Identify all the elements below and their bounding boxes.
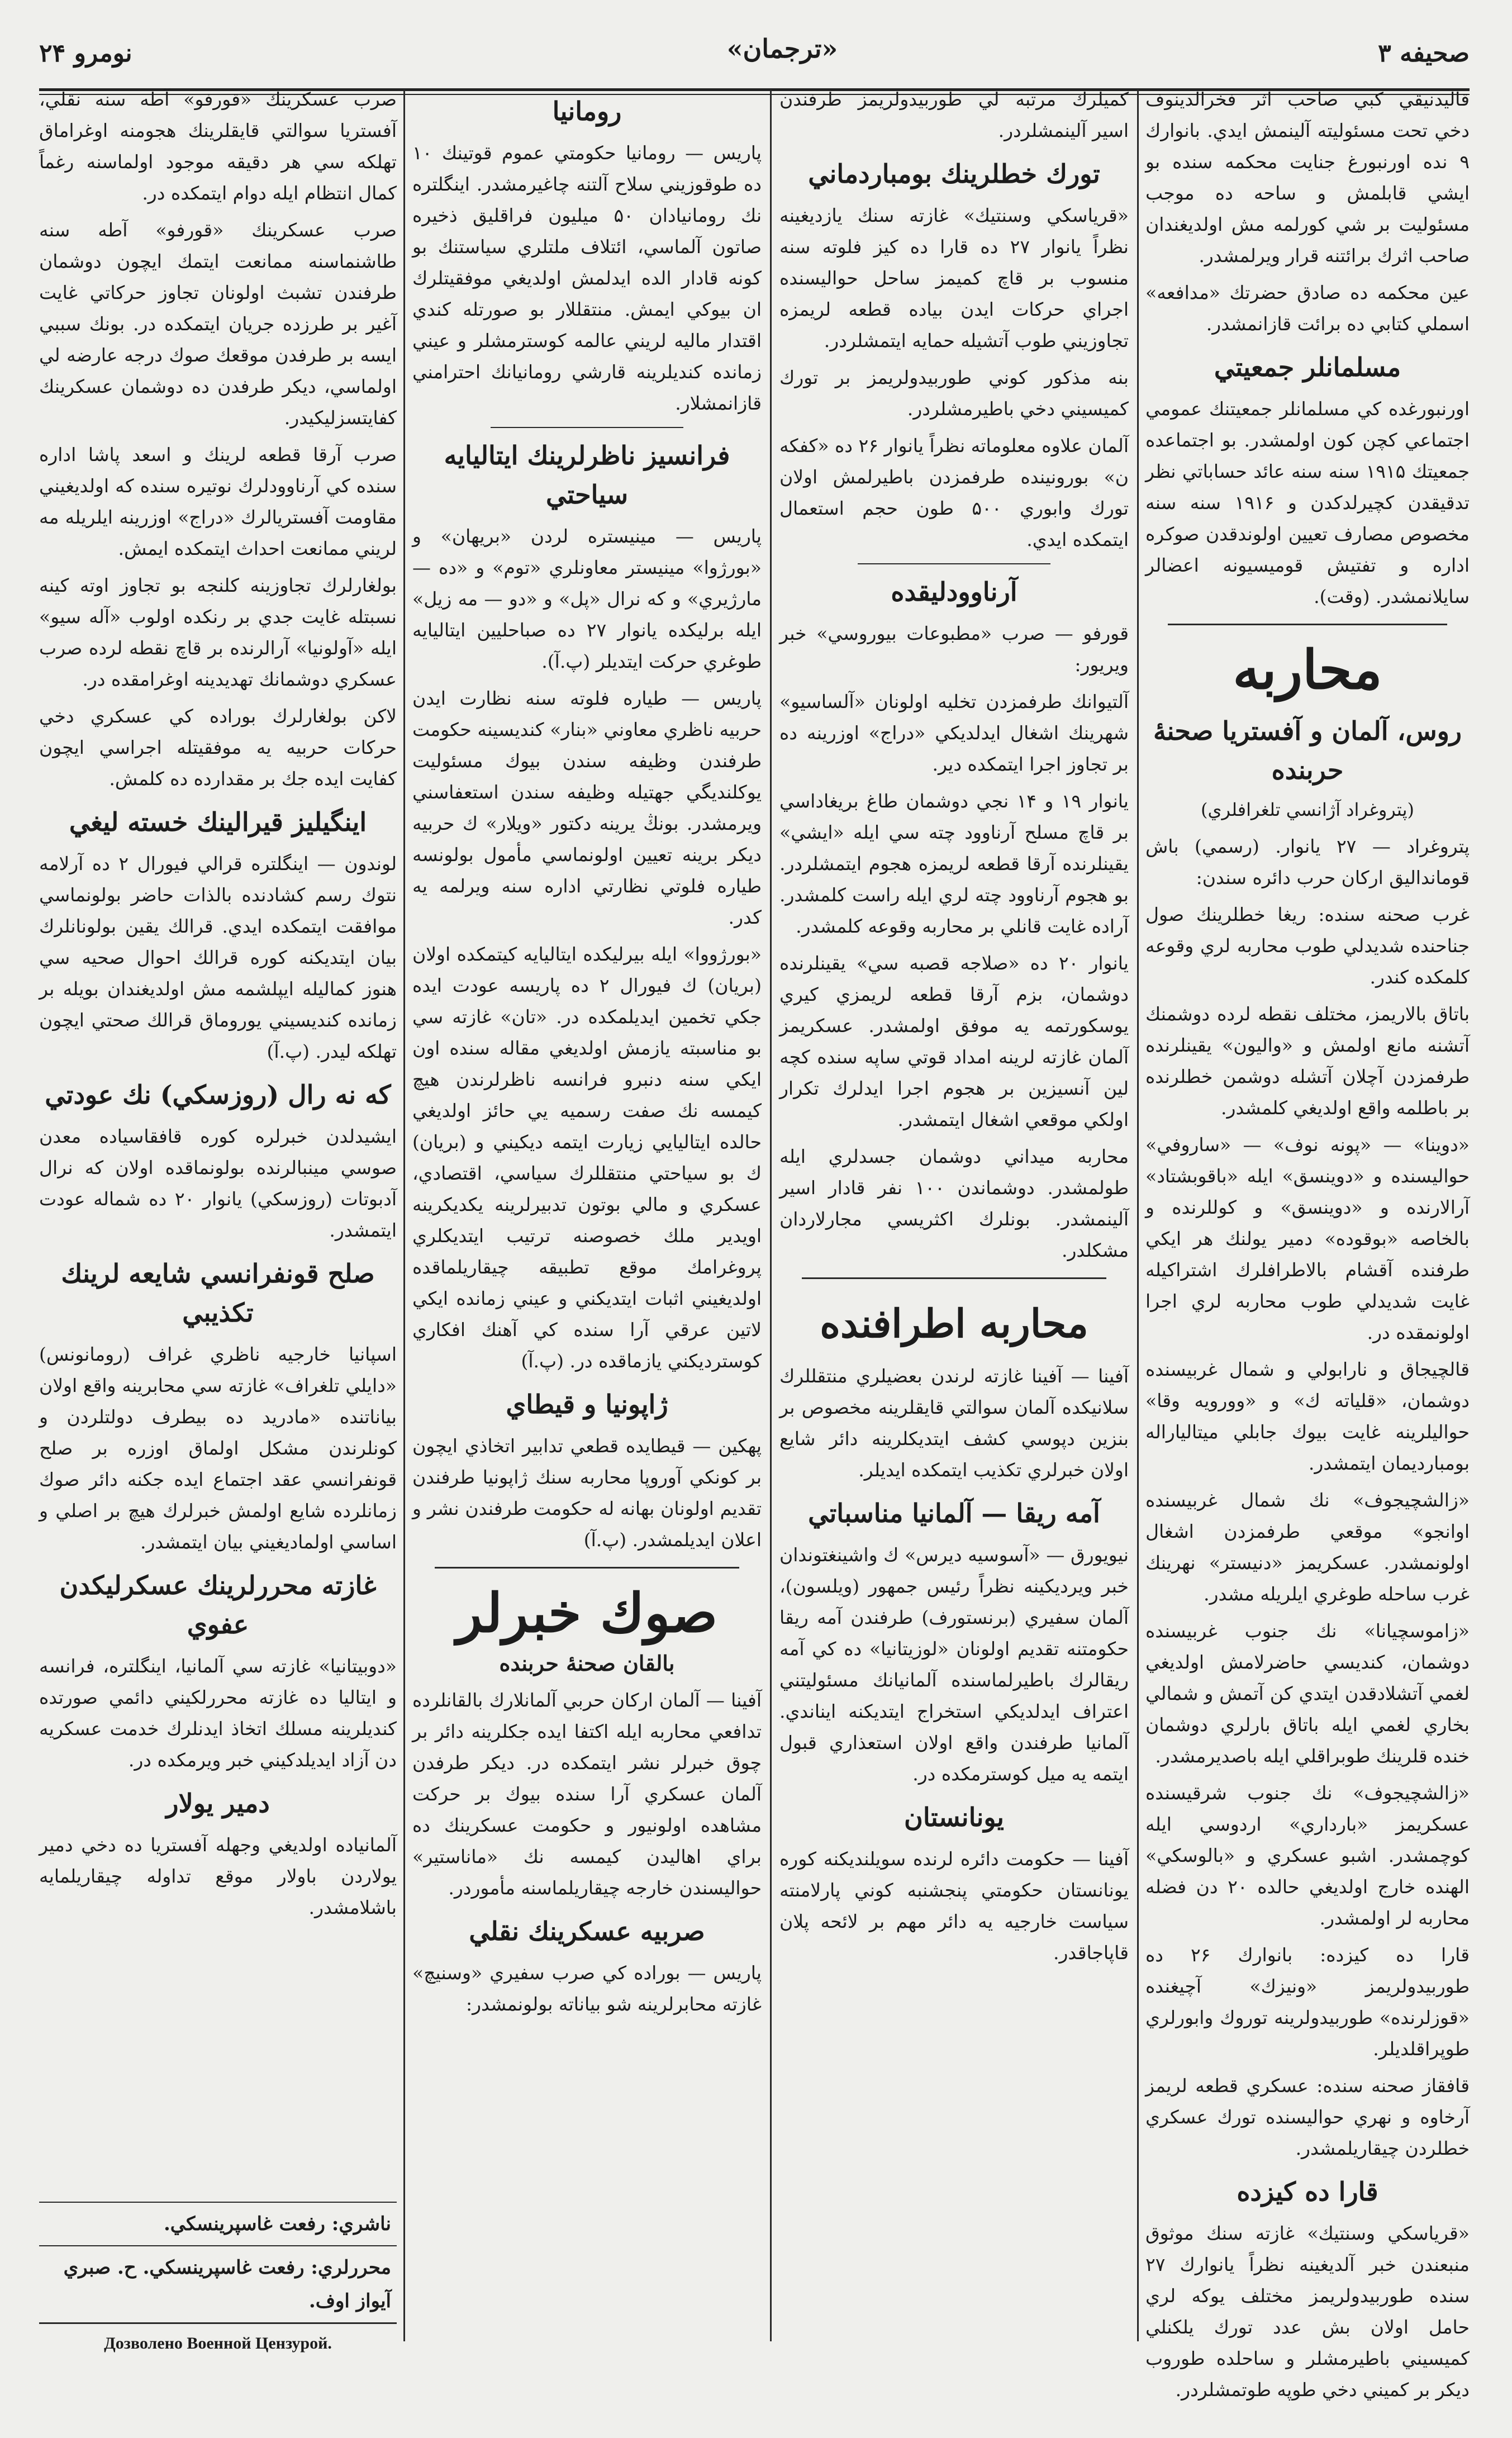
- article-paragraph: عين محكمه ده صادق حضرتك «مدافعه» اسملي كتابي ده برائت قازانمشدر.: [1145, 282, 1470, 335]
- article-paragraph: پاريس — طياره فلوته سنه نظارت ايدن حربيه ناظري معاوني «بنار» كنديسينه حكومت طرفندن وظيفه سندن بيوك مسئوليت يوكلنديگي جهتيله وظيفه سندن استعفاسني ويرمشدر. بونڭ يرينه دكتور «ويلار» ك حربيه ديكر برينه تعيين اولونماسي مأمول بولونسه طياره فلوتي نظارتي اداره سنه ويرلمه يه كدر.: [412, 687, 762, 928]
- column-2: [779, 84, 1129, 2364]
- article-heading: اينگيليز قيرالينك خسته ليغي: [69, 807, 367, 837]
- article-paragraph: قارا ده كيزده: بانوارك ۲۶ ده طوربيدولريمز «ونيزك» آچيغنده «قوزلرنده» طوربيدولرينه توروك وابورلري طوپراقلديلر.: [1145, 1944, 1470, 2060]
- article-paragraph: قورفو — صرب «مطبوعات بيوروسي» خبر ويريور:: [779, 622, 1129, 676]
- issue-number: نومرو ۲۴: [39, 39, 132, 68]
- article-paragraph: يانوار ۲۰ ده «صلاجه قصبه سي» يقينلرنده دوشمان، بزم آرقا قطعه لريمزي كيري يوسكورتمه يه موفق اولمشدر. عسكريمز آلمان غازته لرينه امداد قوتي ساپه سنده كچه لين آنسيزين بر هجوم اجرا ايدلرك تكرار اولكي موقعي اشغال ايتمشدر.: [779, 952, 1129, 1130]
- article-paragraph: اسپانيا خارجيه ناظري غراف (رومانونس) «دايلي تلغراف» غازته سي محابرينه واقع اولان بياناتنده «مادريد ده بيطرف دولتلردن و كونلرندن مشكل اولماق اوزره بر صلح قونفرانسي عقد اجتماع ايده جكنه دائر صوك زمانلرده شايع اولمش خبرلرك هيچ بر اصلي و اساسي اولماديغيني بيان ايتمشدر.: [39, 1343, 397, 1553]
- article-subheading: (پتروغراد آژانسي تلغرافلري): [1201, 799, 1414, 820]
- section-banner-war: محاربه: [1233, 638, 1382, 701]
- article-heading: دمير يولار: [166, 1788, 270, 1818]
- article-heading: مسلمانلر جمعيتي: [1214, 352, 1401, 382]
- article-paragraph: «دوينا» — «پونه نوف» — «ساروفي» حواليسنده و «دوينسق» ايله «باقوبشتاد» آرالارنده و «دوينسق» و كوللرنده و بالخاصه «بوقوده» دمير يولنك هر ايكي طرفنده آقشام بالاطرافلرك اشتراكيله غايت شديدلي طوب محاربه لري اجرا اولونمقده در.: [1145, 1134, 1470, 1343]
- article-paragraph: باتاق بالاريمز، مختلف نقطه لرده دوشمنك آتشنه مانع اولمش و «واليون» يقينلرنده طرفمزدن آچلان آتشله دوشمن خطلرنده بر باطلمه واقع اولديغي كلمشدر.: [1145, 1003, 1470, 1119]
- article-paragraph: يانوار ۱۹ و ۱۴ نجي دوشمان طاغ بريغاداسي بر قاچ مسلح آرناوود چته سي ايله «ايشي» يقينلرنده آرقا قطعه لريمزه هجوم ايتمشلردر. بو هجوم آرناوود چته لري ايله راست كلمشدر. آراده غايت قانلي بر محاربه وقوعه كلمشدر.: [779, 790, 1129, 937]
- article-heading: غازته محررلرينك عسكرليكدن عفوي: [59, 1570, 377, 1639]
- article-heading: قارا ده كيزده: [1237, 2176, 1378, 2207]
- article-paragraph: آفينا — آفينا غازته لرندن بعضيلري منتقللرك سلانيكده آلمان سوالتي قايقلرينه مخصوص بر بنزين دپوسي كشف ايتديكلرينه دائر شايع اولان خبرلري تكذيب ايتمكده ايديلر.: [779, 1365, 1129, 1481]
- article-divider: [491, 427, 683, 428]
- article-paragraph: آلمان علاوه معلوماته نظراً يانوار ۲۶ ده «كفكه ن» بورونينده طرفمزدن باطيرلمش اولان تورك وابوري ۵۰۰ طون حجم استعمال ايتمكده ايدي.: [779, 435, 1129, 550]
- article-paragraph: ايشيدلدن خبرلره كوره قافقاسياده معدن صوسي مينبالرنده بولونماقده اولان كه نرال آدبوتات (روزسكي) يانوار ۲۰ ده شماله عودت ايتمشدر.: [39, 1125, 397, 1241]
- article-heading: تورك خطلرينك بومباردماني: [808, 159, 1100, 189]
- article-paragraph: غرب صحنه سنده: ريغا خطلرينك صول جناحنده شديدلي طوب محاربه لري وقوعه كلمكده كندر.: [1145, 904, 1470, 988]
- article-paragraph: پتروغراد — ۲۷ يانوار. (رسمي) باش قومانداليق اركان حرب دائره سندن:: [1145, 835, 1470, 888]
- article-paragraph: بولغارلرك تجاوزينه كلنجه بو تجاوز اوته كينه نسبتله غايت جدي بر رنكده اولوب «آله سيو» ايله «آولونيا» آرالرنده بر قاچ نقطه لرده صرب عسكري دوشمانك تهديدينه اوغرامقده در.: [39, 574, 397, 690]
- article-paragraph: آلتيوانك طرفمزدن تخليه اولونان «آلساسيو» شهرينك اشغال ايدلديكي «دراج» اوزرينه ده بر تجاوز اجرا ايتمكده دير.: [779, 691, 1129, 775]
- newspaper-title: «ترجمان»: [726, 34, 838, 64]
- credits-block: [39, 2202, 397, 2358]
- article-paragraph: بنه مذكور كوني طوربيدولريمز بر تورك كميسيني دخي باطيرمشلردر.: [779, 367, 1129, 420]
- article-paragraph: پاريس — مينيستره لردن «بريهان» و «بورژوا» مينيستر معاونلري «توم» و «ده — مارژيري» و كه نرال «پل» و «دو — مه زيل» ايله برليكده يانوار ۲۷ ده صباحليين ايتاليايه طوغري حركت ايتديلر (پ.آ).: [412, 525, 762, 672]
- article-paragraph: صرب عسكرينك «قورفو» آطه سنه طاشنماسنه ممانعت ايتمك ايچون دوشمان طرفندن تشبث اولونان تجاوز حركاتي غايت آغير بر طرزده جريان ايتمكده در. بونك سببي ايسه بر طرفدن موقعك صوك درجه عارضه لي اولماسي، ديكر طرفدن ده دوشمان عسكرينك كفايتسزليكيدر.: [39, 219, 397, 429]
- article-paragraph: آفينا — حكومت دائره لرنده سويلنديكنه كوره يونانستان حكومتي پنجشنبه كوني پارلامنته سياست خارجيه يه دائر مهم بر لائحه پلان قاپاجاقدر.: [779, 1848, 1129, 1964]
- article-paragraph: «زالشچيجوف» نك جنوب شرقيسنده عسكريمز «بارداري» اردوسي ايله كوچمشدر. اشبو عسكري و «بالوسكي» الهنده خارج اولديغي حالده ۲۰ دن فضله محاربه لر اولمشدر.: [1145, 1782, 1470, 1929]
- section-banner-latest-news: صوك خبرلر: [456, 1581, 718, 1645]
- article-paragraph: اورنبورغده كي مسلمانلر جمعيتنك عمومي اجتماعي كچن كون اولمشدر. بو اجتماعده جمعيتك ۱۹۱۵ سنه سنه عائد حساباتي نظر تدقيقدن كچيرلدكدن و ۱۹۱۶ سنه سنه مخصوص مصارف تعيين اولوندقدن صوكره اداره و تفتيش قوميسيونه اعضالر سايلانمشدر. (وقت).: [1145, 398, 1470, 607]
- column-divider: [1137, 89, 1139, 2341]
- article-paragraph: لاكن بولغارلرك بوراده كي عسكري دخي حركات حربيه يه موفقيتله اجراسي ايچون كفايت ايده جك بر مقدارده ده كلمش.: [39, 705, 397, 790]
- column-3: [412, 84, 762, 2364]
- article-paragraph: قالچيجاق و نارابولي و شمال غربيسنده دوشمان، «قلياته ك» و «وورويه وقا» حواليلرينه غايت بيوك جابلي ميتالياراله بومبارديمان ايتمشدر.: [1145, 1358, 1470, 1474]
- column-divider: [770, 89, 772, 2341]
- article-paragraph: صرب عسكرينك «قورفو» آطه سنه نقلي، آفستريا سوالتي قايقلرينك هجومنه اوغراماق تهلكه سي هر دقيقه موجود اولماسنه رغماً كمال انتظام ايله دوام ايتمكده در.: [39, 88, 397, 204]
- publisher-line: ناشري: رفعت غاسپرينسكي.: [39, 2202, 397, 2245]
- section-divider: [802, 1277, 1106, 1279]
- section-divider: [435, 1567, 739, 1569]
- article-divider: [858, 563, 1050, 564]
- article-paragraph: آلمانياده اولديغي وجهله آفستريا ده دخي دمير يولاردن باولار موقع تداوله چيقاريلمايه باشلامشدر.: [39, 1834, 397, 1918]
- article-paragraph: پاريس — بوراده كي صرب سفيري «وسنيچ» غازته محابرلرينه شو بياناته بولونمشدر:: [412, 1962, 762, 2015]
- article-paragraph: صرب آرقا قطعه لرينك و اسعد پاشا اداره سنده كي آرناوودلرك نوتيره سنده كه اولديغيني مقاومت آفستريالرك «دراج» اوزرينه ايلريله مه لريني ممانعت احداث ايتمكده ايمش.: [39, 444, 397, 559]
- article-paragraph: آفينا — آلمان اركان حربي آلمانلارك بالقانلرده تدافعي محاربه ايله اكتفا ايده جكلرينه دائر بر چوق خبرلر نشر ايتمكده در. ديكر طرفدن آلمان عسكري آرا سنده بيوك بر حركت مشاهده اولونيور و حكومت عسكرينك ده براي اهاليدن كيمسه نك «ماناستير» حواليسندن خارجه چيقاريلماسنه مأموردر.: [412, 1689, 762, 1899]
- article-paragraph: «بورژووا» ايله بيرليكده ايتاليايه كيتمكده اولان (بريان) ك فيورال ۲ ده پاريسه عودت ايده جكي تخمين ايديلمكده در. «تان» غازته سي بو مناسبته يازمش اولديغي مقاله سنده اون ايكي سنه دنبرو فرانسه ناظرلرندن هيچ كيمسه نك صفت رسميه يي حائز اولديغي حالده ايتاليايي زيارت ايتمه ديكيني و (بريان) ك بو سياحتي منتقللرك سياسي، اقتصادي، عسكري و مالي بوتون تدبيرلرينه يكديكرينه اويدير ملك خصوصنه ترتيب ايتديكلري پروغرامك موقع تطبيقه چيقاريلماقده اولديغيني اثبات ايتديكني و عيني زمانده ايكي لاتين عرقي آرا سنده كي آهنك افكاري كوسترديكني يازماقده در. (پ.آ): [412, 943, 762, 1372]
- article-paragraph: «زاموسچيانا» نك جنوب غربيسنده دوشمان، كنديسي حاضرلامش اولديغي لغمي آتشلادقدن ايتدي كن آتمش و شمالي بخاري لغمي ايله باتاق بارلري دوشمان خنده قلرينك طوبراقلي ايله باصديرمشدر.: [1145, 1620, 1470, 1767]
- section-divider: [1168, 624, 1447, 625]
- masthead: [39, 22, 1470, 84]
- article-heading: آمه ريقا — آلمانيا مناسباتي: [808, 1498, 1100, 1528]
- article-paragraph: «زالشچيجوف» نك شمال غربيسنده اوانجو» موقعي طرفمزدن اشغال اولونمشدر. عسكريمز «دنيستر» نهرينك غرب ساحله طوغري ايلريله مشدر.: [1145, 1489, 1470, 1605]
- article-paragraph: قاليدنيقي كبي صاحب اثر فخرالدينوف دخي تحت مسئوليته آلينمش ايدي. بانوارك ۹ نده اورنبورغ جنايت محكمه سنده بو ايشي قابلمش و ساحه ده موجب مسئوليت بر شي كورلمه مش اولديغندان صاحب اثرك برائتنه قرار ويرلمشدر.: [1145, 88, 1470, 267]
- article-paragraph: كميلرك مرتبه لي طوربيدولريمز طرفندن اسير آلينمشلردر.: [779, 88, 1129, 141]
- article-paragraph: نيويورق — «آسوسيه ديرس» ك واشينغتوندان خبر ويرديكينه نظراً رئيس جمهور (ويلسون)، آلمان سفيري (برنستورف) طرفندن آمه ريقا حكومتنه تقديم اولونان «لوزيتانيا» ده كي آمه ريقالرك باطيرلماسنده آلمانيانك مسئوليتني اعتراف ايدلديكي استخراج ايتديكنه ايناندي. آلمانيا طرفندن واقع اولان استعذاري قبول ايتمه يه ميل كوسترمكده در.: [779, 1544, 1129, 1785]
- article-paragraph: پاريس — رومانيا حكومتي عموم قوتينك ۱۰ ده طوقوزيني سلاح آلتنه چاغيرمشدر. اينگلتره نك رومانيادان ۵۰ ميليون فراقليق ذخيره صاتون آلماسي، ائتلاف ملتلري سياستنك بو كونه قادار الده ايدلمش اولديغي موفقيتلرك ان بيوكي ايمش. منتقللار بو صورتله كندي اقتدار ماليه لريني عالمه كوسترمشلر و عيني زمانده كنديلرينه قارشي رومانيانك احترامني قازانمشلار.: [412, 142, 762, 414]
- article-paragraph: محاربه ميداني دوشمان جسدلري ايله طولمشدر. دوشماندن ۱۰۰ نفر قادار اسير آلينمشدر. بونلرك اكثريسي مجارلاردان مشكلدر.: [779, 1146, 1129, 1261]
- article-heading: آرناوودليقده: [891, 577, 1017, 607]
- article-heading: صلح قونفرانسي شايعه لرينك تكذيبي: [61, 1258, 375, 1328]
- article-subheading: بالقان صحنهٔ حربنده: [499, 1651, 675, 1676]
- article-paragraph: «قرياسكي وسنتيك» غازته سنك يازديغينه نظراً يانوار ۲۷ ده قارا ده كيز فلوته سنه منسوب بر قاچ كميمز ساحل حواليسنده اجراي حركات ايدن بياده قطعه لريمزه تجاوزيني طوب آتشيله حمايه ايتمشلردر.: [779, 205, 1129, 351]
- article-paragraph: «دوبيتانيا» غازته سي آلمانيا، اينگلتره، فرانسه و ايتاليا ده غازته محررلكيني دائمي صورتده كنديلرينه مسلك اتخاذ ايدنلرك خدمت عسكريه دن آزاد ايديلدكيني خبر ويرمكده در.: [39, 1655, 397, 1771]
- column-1: [1145, 84, 1470, 2401]
- column-4: [39, 84, 397, 2190]
- article-paragraph: قافقاز صحنه سنده: عسكري قطعه لريمز آرخاوه و نهري حواليسنده تورك عسكري خطلردن چيقاريلمشدر.: [1145, 2075, 1470, 2159]
- article-heading: روس، آلمان و آفستريا صحنهٔ حربنده: [1153, 716, 1462, 785]
- article-paragraph: پهكين — قيطايده قطعي تدابير اتخاذي ايچون بر كونكي آوروپا محاربه سنك ژاپونيا طرفندن تقديم اولونان بهانه له حكومت طرفندن نشر و اعلان ايديلمشدر. (پ.آ): [412, 1435, 762, 1551]
- article-heading: يونانستان: [904, 1802, 1004, 1832]
- censor-imprint: Дозволено Военной Цензурой.: [39, 2322, 397, 2358]
- article-heading: فرانسيز ناظرلرينك ايتاليايه سياحتي: [444, 440, 730, 510]
- article-heading: كه نه رال (روزسكي) نك عودتي: [45, 1080, 391, 1110]
- editors-line: محررلري: رفعت غاسپرينسكي. ح. صبري آيواز اوف.: [39, 2245, 397, 2322]
- section-banner-around-war: محاربه اطرافنده: [820, 1300, 1088, 1347]
- column-divider: [403, 89, 405, 2341]
- article-heading: صربيه عسكرينك نقلي: [469, 1916, 705, 1946]
- page-number: صحيفه ۳: [1378, 39, 1470, 68]
- article-paragraph: لوندون — اينگلتره قرالي فيورال ۲ ده آرلامه نتوك رسم كشادنده بالذات حاضر بولونماسي موافقت ايتمكده ايدي. قرالك يقين بولونانلرك بيان ايتديكنه كوره قرالك احوال صحيه سي هنوز كماليله ايپلشمه مش اولديغندان بويله بر زمانده كنديسيني يوروماق قرالك صحتي ايچون تهلكه ليدر. (پ.آ): [39, 853, 397, 1062]
- article-heading: رومانيا: [552, 96, 622, 126]
- article-paragraph: «قرياسكي وسنتيك» غازته سنك موثوق منبعندن خبر آلديغينه نظراً يانوارك ۲۷ سنده طوربيدولريمز مختلف يوكه لري حامل اولان بش عدد تورك يلكنلي كميسيني باطيرمشلر و ساحلده طوروب ديكر بر كميني دخي طوپه طوتمشلردر.: [1145, 2222, 1470, 2401]
- article-heading: ژاپونيا و قيطاي: [506, 1389, 668, 1419]
